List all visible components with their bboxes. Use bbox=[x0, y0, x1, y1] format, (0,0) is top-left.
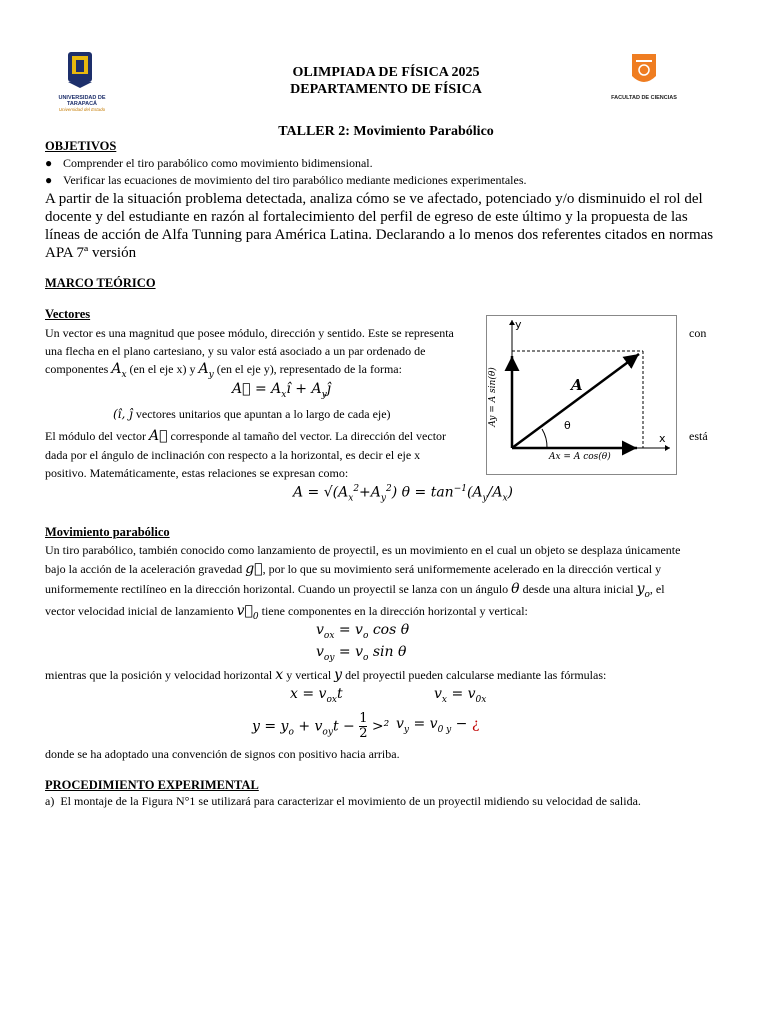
text-fragment: corresponde al tamaño del vector. La dirección del vector bbox=[170, 429, 447, 443]
vector-diagram bbox=[487, 316, 676, 474]
vector-a bbox=[512, 354, 639, 448]
vectores-line-5-end: está bbox=[689, 429, 708, 443]
logo-left bbox=[44, 50, 120, 112]
x-position-equation: $x = v_{ox}t$ bbox=[290, 686, 343, 705]
vectores-heading: Vectores bbox=[45, 307, 91, 321]
text-fragment: vectores unitarios que apuntan a lo largo de cada eje) bbox=[135, 407, 391, 421]
ay-label: Ay = A sin(θ) bbox=[488, 367, 498, 427]
vectores-line-6: dada por el ángulo de inclinación con respecto a la horizontal, es decir el eje x bbox=[45, 448, 421, 462]
vectores-line-5: El módulo del vector A⃗ corresponde al tamaño del vector. La dirección del vector bbox=[45, 428, 447, 444]
text-fragment: bajo la acción de la aceleración gravedad bbox=[45, 562, 243, 576]
text-fragment: (en el eje y), representado de la forma: bbox=[216, 362, 402, 376]
logo-right-text: FACULTAD DE CIENCIAS bbox=[611, 95, 677, 101]
objetivo-item-2 bbox=[45, 172, 527, 189]
vy-equation: $v_y = v_{0 y}$ − ¿ bbox=[396, 716, 480, 735]
text-fragment: mientras que la posición y velocidad horizontal bbox=[45, 668, 273, 682]
faculty-shield-icon bbox=[606, 52, 682, 90]
logo-left-text: UNIVERSIDAD DE TARAPACÁ bbox=[58, 95, 106, 107]
vectores-line-1-end: con bbox=[689, 326, 707, 340]
text-fragment: y vertical bbox=[286, 668, 332, 682]
procedimiento-heading: PROCEDIMIENTO EXPERIMENTAL bbox=[45, 778, 259, 792]
text-fragment: El módulo del vector bbox=[45, 429, 146, 443]
objetivos-heading: OBJETIVOS bbox=[45, 139, 117, 153]
marco-heading: MARCO TEÓRICO bbox=[45, 276, 156, 290]
text-fragment: desde una altura inicial bbox=[522, 582, 634, 596]
axis-y-label: y bbox=[515, 318, 522, 331]
logo-left-sub: Universidad del Estado bbox=[58, 107, 106, 112]
vector-component-equation: A⃗ = $A_xî$ + $A_yĵ$ bbox=[232, 381, 331, 400]
vectores-line-1: Un vector es una magnitud que posee módulo, dirección y sentido. Este se representa bbox=[45, 326, 454, 340]
movimiento-heading: Movimiento parabólico bbox=[45, 525, 170, 539]
vectores-line-7: positivo. Matemáticamente, estas relaciones se expresan como: bbox=[45, 466, 349, 480]
text-fragment: (en el eje x) y bbox=[129, 362, 196, 376]
text-fragment: tiene componentes en la dirección horizontal y vertical: bbox=[261, 604, 528, 618]
text-fragment: , el bbox=[649, 582, 665, 596]
title-line-2: DEPARTAMENTO DE FÍSICA bbox=[290, 82, 482, 97]
bullet-icon: ● bbox=[45, 173, 53, 187]
objetivo-text: Comprender el tiro parabólico como movimiento bidimensional. bbox=[63, 156, 373, 170]
title-line-1: OLIMPIADA DE FÍSICA 2025 bbox=[292, 65, 480, 80]
movimiento-line-4: vector velocidad inicial de lanzamiento $v⃗_0$ tiene componentes en la dirección horizontal y vertical: bbox=[45, 603, 528, 622]
vector-label: A bbox=[571, 376, 583, 394]
movimiento-line-5: mientras que la posición y velocidad horizontal x y vertical y del proyectil pueden calcularse mediante las fórmulas: bbox=[45, 667, 607, 683]
intro-paragraph: A partir de la situación problema detectada, analiza cómo se ve afectado, potenciado y/o disminuido el rol del docente y del estudiante en razón al fortalecimiento del perfil de egreso de este último y la propuesta de las líneas de acción de Alfa Tunning para América Latina. Declarando a lo menos dos referentes citados en normas APA 7ª versión bbox=[45, 191, 714, 261]
axis-x-label: x bbox=[659, 432, 666, 445]
bullet-icon: ● bbox=[45, 156, 53, 170]
vector-figure bbox=[486, 315, 677, 475]
unit-vectors-note: (î, ĵ vectores unitarios que apuntan a lo largo de cada eje) bbox=[113, 407, 391, 421]
taller-title: TALLER 2: Movimiento Parabólico bbox=[278, 124, 494, 139]
text-fragment: vector velocidad inicial de lanzamiento bbox=[45, 604, 234, 618]
vx-equation: $v_x = v_{0x}$ bbox=[434, 686, 487, 705]
item-text: El montaje de la Figura N°1 se utilizará para caracterizar el movimiento de un proyectil midiendo su velocidad de salida. bbox=[60, 794, 641, 808]
magnitude-equation: $A = √(A_x^2+A_y^2) \theta = \tan^{-1}(A_y/A_x)$ bbox=[293, 484, 514, 504]
vox-equation: $v_{ox} = v_o$ cos θ bbox=[316, 622, 410, 641]
angle-arc bbox=[542, 429, 547, 448]
text-fragment: componentes bbox=[45, 362, 109, 376]
objetivo-text: Verificar las ecuaciones de movimiento del tiro parabólico mediante mediciones experimentales. bbox=[63, 173, 527, 187]
text-fragment: uniformemente rectilíneo en la dirección horizontal. Cuando un proyectil se lanza con un ángulo bbox=[45, 582, 509, 596]
text-fragment: , por lo que su movimiento será uniformemente acelerado en la dirección vertical y bbox=[262, 562, 662, 576]
ax-label: Ax = A cos(θ) bbox=[549, 452, 611, 462]
angle-label: θ bbox=[564, 419, 571, 432]
movimiento-line-1: Un tiro parabólico, también conocido como lanzamiento de proyectil, es un movimiento en el cual un objeto se desplaza únicamente bbox=[45, 543, 681, 557]
item-label: a) bbox=[45, 794, 55, 808]
voy-equation: $v_{oy} = v_o$ sin θ bbox=[316, 644, 407, 663]
objetivo-item-1 bbox=[45, 155, 373, 172]
vectores-line-2: una flecha en el plano cartesiano, y su valor está asociado a un par ordenado de bbox=[45, 344, 426, 358]
movimiento-line-3: uniformemente rectilíneo en la dirección horizontal. Cuando un proyectil se lanza con un ángulo θ desde una altura inicial $y_o$, el bbox=[45, 581, 665, 600]
vectores-line-3: componentes $A_x$ (en el eje x) y $A_y$ (en el eje y), representado de la forma: bbox=[45, 361, 402, 380]
procedimiento-item-a bbox=[45, 792, 641, 811]
movimiento-line-6: donde se ha adoptado una convención de signos con positivo hacia arriba. bbox=[45, 747, 400, 761]
university-shield-icon bbox=[44, 50, 120, 90]
y-position-equation: $y = y_o + v_{oy}t$ − $\frac{1}{2}$ >² bbox=[252, 711, 390, 741]
text-fragment: del proyectil pueden calcularse mediante las fórmulas: bbox=[345, 668, 607, 682]
movimiento-line-2: bajo la acción de la aceleración gravedad g⃗, por lo que su movimiento será uniformemente acelerado en la dirección vertical y bbox=[45, 561, 662, 577]
logo-right bbox=[606, 52, 682, 100]
